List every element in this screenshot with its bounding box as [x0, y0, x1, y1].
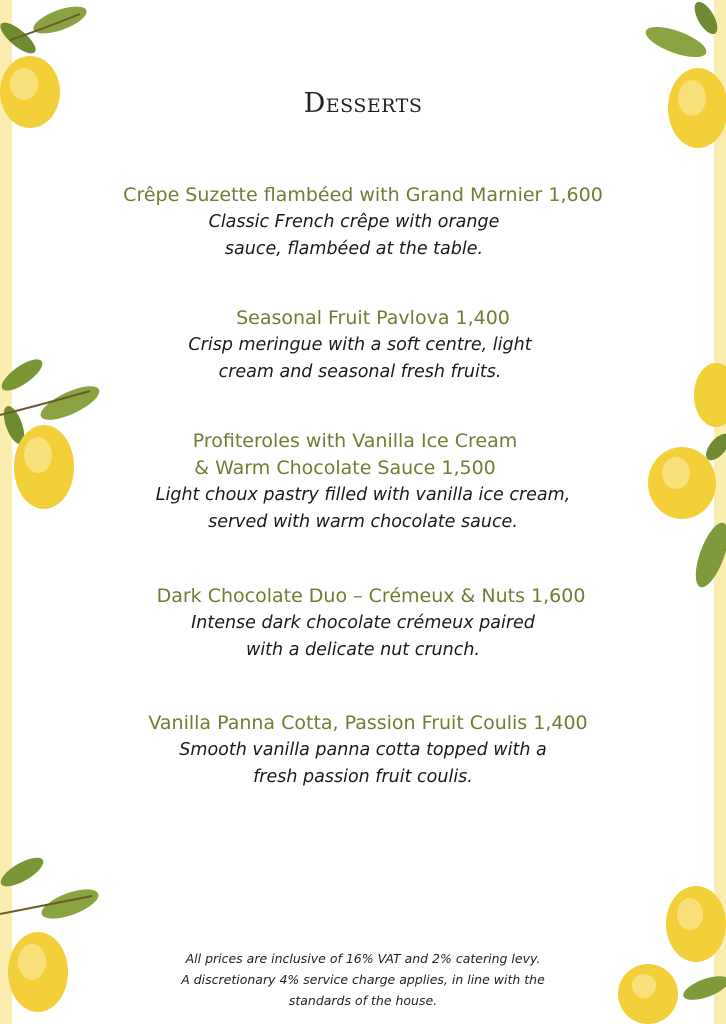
pricing-footnote: [0, 948, 726, 1011]
dessert-name: Seasonal Fruit Pavlova 1,400: [236, 307, 510, 329]
dessert-description-line: Classic French crêpe with orange: [208, 212, 500, 232]
dessert-description-line: Smooth vanilla panna cotta topped with a: [179, 740, 547, 760]
dessert-description-line: served with warm chocolate sauce.: [208, 512, 518, 532]
dessert-name: Vanilla Panna Cotta, Passion Fruit Coulis 1,400: [148, 712, 588, 734]
dessert-description-line: Light choux pastry filled with vanilla ice cream,: [155, 485, 571, 505]
menu-title: Desserts: [303, 88, 423, 119]
dessert-item-crepe-suzette: [0, 182, 726, 263]
dessert-item-dark-chocolate-duo: [0, 583, 726, 664]
lemon-decoration-top-right: [636, 0, 726, 160]
dessert-description-line: sauce, flambéed at the table.: [224, 239, 484, 259]
footnote-line: A discretionary 4% service charge applies, in line with the: [181, 972, 545, 987]
dessert-description-line: with a delicate nut crunch.: [246, 640, 480, 660]
lemon-decoration-top-left: [0, 0, 110, 140]
dessert-name: Dark Chocolate Duo – Crémeux & Nuts 1,600: [156, 585, 586, 607]
footnote-line: standards of the house.: [288, 993, 438, 1008]
dessert-name: Crêpe Suzette flambéed with Grand Marnier 1,600: [123, 184, 603, 206]
dessert-description-line: fresh passion fruit coulis.: [253, 767, 473, 787]
dessert-item-panna-cotta: [0, 710, 726, 791]
dessert-item-profiteroles: [0, 428, 726, 536]
footnote-line: All prices are inclusive of 16% VAT and 2% catering levy.: [185, 951, 541, 966]
dessert-description-line: Intense dark chocolate crémeux paired: [191, 613, 535, 633]
dessert-item-pavlova: [0, 305, 726, 386]
dessert-name-line: & Warm Chocolate Sauce 1,500: [194, 457, 496, 479]
dessert-name-line: Profiteroles with Vanilla Ice Cream: [192, 430, 518, 452]
dessert-description-line: cream and seasonal fresh fruits.: [218, 362, 502, 382]
dessert-description-line: Crisp meringue with a soft centre, light: [188, 335, 532, 355]
